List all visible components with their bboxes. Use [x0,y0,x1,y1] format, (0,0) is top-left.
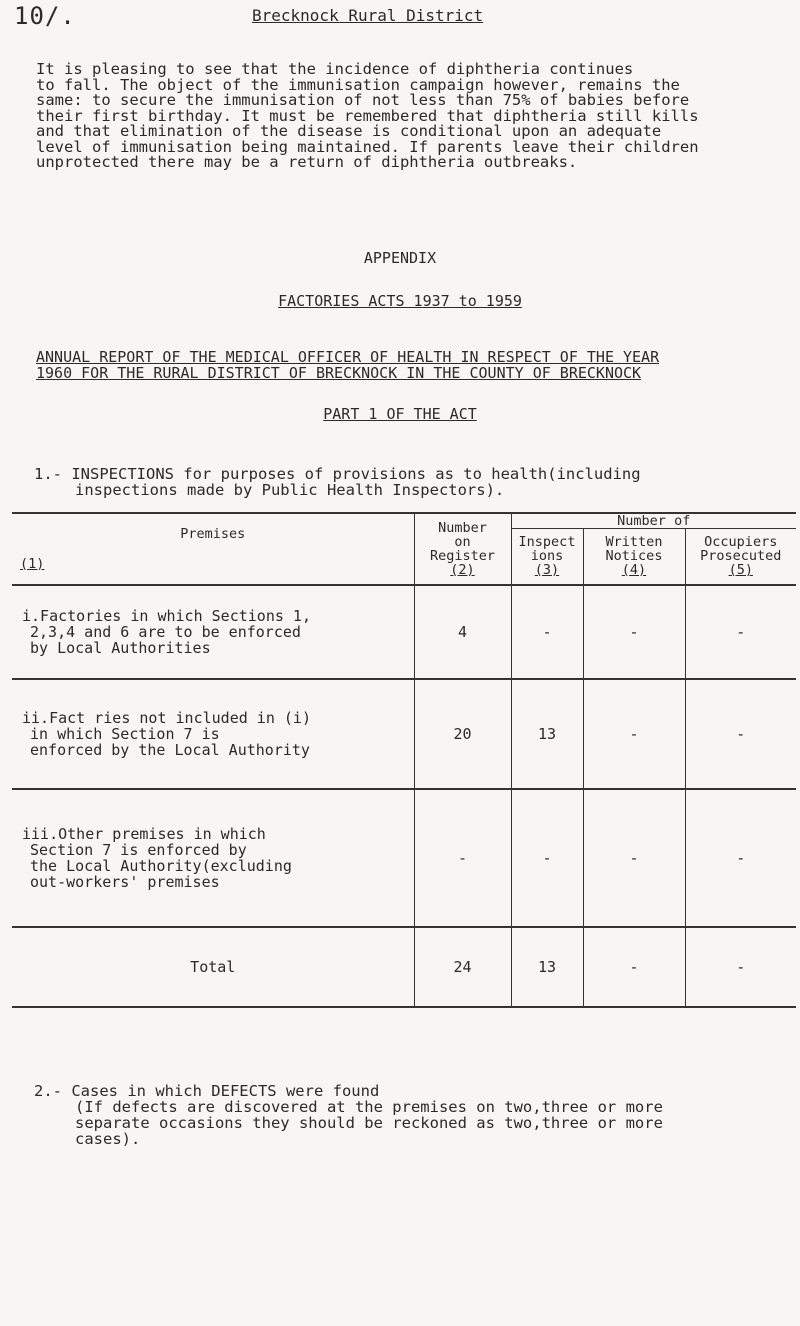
intro-line: their first birthday. It must be remembered that diphtheria still kills [36,106,699,125]
row-notices: - [583,789,685,927]
table-total-row [12,927,796,1007]
intro-line: same: to secure the immunisation of not less than 75% of babies before [36,91,690,109]
inspections-line-1: 1.- INSPECTIONS for purposes of provisions as to health(including [34,465,641,483]
header-inspections: Inspect ions (3) [511,529,583,585]
factories-acts-heading: FACTORIES ACTS 1937 to 1959 [278,292,522,310]
row-inspections: - [511,789,583,927]
defects-line-2: (If defects are discovered at the premises on two,three or more [75,1098,663,1116]
row-prosecuted: - [685,789,796,927]
table-row [12,585,796,679]
defects-section [34,1083,663,1147]
report-title-line: 1960 FOR THE RURAL DISTRICT OF BRECKNOCK IN THE COUNTY OF BRECKNOCK [36,364,642,382]
row-premises: iii.Other premises in which Section 7 is enforced by the Local Authority(excluding out-workers' premises [22,824,292,891]
total-inspections: 13 [511,927,583,1007]
intro-line: level of immunisation being maintained. If parents leave their children [36,137,699,156]
row-prosecuted: - [685,679,796,789]
row-inspections: 13 [511,679,583,789]
intro-line: unprotected there may be a return of diphtheria outbreaks. [36,153,578,171]
inspections-table [12,512,796,1008]
page-number: 10/. [14,2,76,30]
defects-line-3: separate occasions they should be reckoned as two,three or more [75,1114,663,1132]
table-row [12,679,796,789]
appendix-heading: APPENDIX [363,249,437,267]
total-label: Total [190,957,236,976]
total-prosecuted: - [685,927,796,1007]
inspections-line-2: inspections made by Public Health Inspectors). [75,481,505,499]
header-number-of: Number of [511,513,796,529]
header-register: Number on Register (2) [414,513,511,585]
defects-line-1: 2.- Cases in which DEFECTS were found [34,1082,380,1100]
row-prosecuted: - [685,585,796,679]
intro-paragraph [36,62,792,171]
report-title-line: ANNUAL REPORT OF THE MEDICAL OFFICER OF HEALTH IN RESPECT OF THE YEAR [36,348,660,366]
header-occupiers-prosecuted: Occupiers Prosecuted (5) [685,529,796,585]
row-premises: i.Factories in which Sections 1, 2,3,4 and 6 are to be enforced by Local Authorities [22,606,311,657]
annual-report-title [36,349,659,381]
header-written-notices: Written Notices (4) [583,529,685,585]
row-premises: ii.Fact ries not included in (i) in which Section 7 is enforced by the Local Authority [22,708,311,759]
header-premises-number: (1) [20,555,45,572]
total-register: 24 [414,927,511,1007]
row-notices: - [583,585,685,679]
district-header: Brecknock Rural District [252,6,484,25]
row-notices: - [583,679,685,789]
total-notices: - [583,927,685,1007]
row-inspections: - [511,585,583,679]
intro-line: It is pleasing to see that the incidence of diphtheria continues [36,60,634,78]
part-heading: PART 1 OF THE ACT [323,405,477,423]
intro-line: to fall. The object of the immunisation campaign however, remains the [36,75,680,94]
intro-line: and that elimination of the disease is conditional upon an adequate [36,122,662,140]
inspections-heading [34,466,641,498]
defects-line-4: cases). [75,1130,141,1148]
row-register: - [414,789,511,927]
table-row [12,789,796,927]
row-register: 20 [414,679,511,789]
header-premises: Premises (1) [12,513,414,585]
row-register: 4 [414,585,511,679]
